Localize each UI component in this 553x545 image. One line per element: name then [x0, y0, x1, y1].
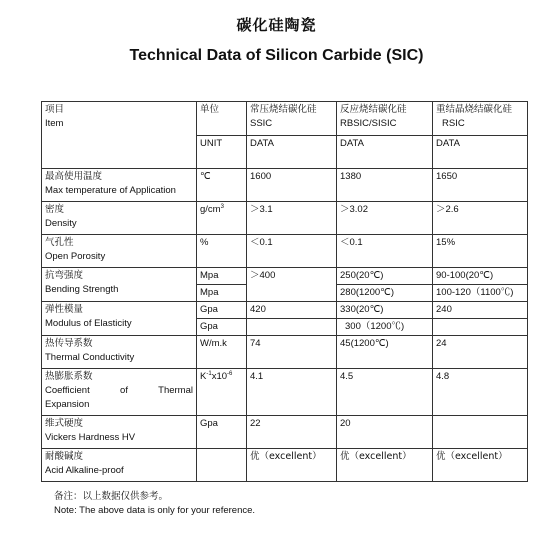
- row-label-cell: [42, 202, 197, 235]
- row-value-rbsic-2: 280(1200℃): [337, 285, 433, 302]
- row-label-en: Open Porosity: [45, 251, 106, 262]
- header-col2-sub: DATA: [337, 135, 433, 169]
- row-label-cell: [42, 369, 197, 416]
- row-label-en: Max temperature of Application: [45, 185, 176, 196]
- row-label-en: Acid Alkaline-proof: [45, 465, 124, 476]
- footnote-cn: 备注：以上数据仅供参考。: [54, 491, 169, 502]
- row-unit-2: Gpa: [197, 319, 247, 336]
- footnote-en: Note: The above data is only for your reference.: [54, 505, 256, 516]
- row-value-ssic: 优（excellent）: [247, 449, 337, 482]
- row-unit-2: Mpa: [197, 285, 247, 302]
- row-label-cn: 气孔性: [45, 237, 74, 248]
- row-unit: Gpa: [197, 416, 247, 449]
- row-label-cn: 耐酸碱度: [45, 451, 84, 462]
- header-item-en: Item: [45, 118, 64, 129]
- page-title-cn: 碳化硅陶瓷: [236, 16, 317, 34]
- row-value-rbsic-2: 300（1200℃): [337, 319, 433, 336]
- row-value-rsic: [433, 416, 528, 449]
- row-value-rbsic: 45(1200℃): [337, 336, 433, 369]
- table-row: [42, 416, 528, 449]
- row-label-cn: 抗弯强度: [45, 270, 84, 281]
- row-value-rbsic: 250(20℃): [337, 268, 433, 285]
- row-label-en: Thermal Conductivity: [45, 352, 135, 363]
- row-value-rsic: 24: [433, 336, 528, 369]
- header-col2-cn: 反应烧结碳化硅: [340, 104, 407, 115]
- table-header-row: [42, 102, 528, 136]
- page-title-en: Technical Data of Silicon Carbide (SIC): [129, 47, 424, 64]
- row-label-en: Vickers Hardness HV: [45, 432, 136, 443]
- row-value-rbsic: ＞3.02: [337, 202, 433, 235]
- header-item-cn: 项目: [45, 104, 65, 115]
- row-unit: Gpa: [197, 302, 247, 319]
- header-col1-cn: 常压烧结碳化硅: [250, 104, 317, 115]
- row-value-rbsic: 1380: [337, 169, 433, 202]
- row-value-ssic-2: [247, 319, 337, 336]
- row-value-ssic: 1600: [247, 169, 337, 202]
- row-unit: W/m.k: [197, 336, 247, 369]
- row-label-cn: 弹性模量: [45, 304, 84, 315]
- table-row: [42, 302, 528, 319]
- header-col1-sub: DATA: [247, 135, 337, 169]
- row-label-cell: [42, 336, 197, 369]
- row-label-cell: [42, 169, 197, 202]
- row-label-en: Modulus of Elasticity: [45, 318, 132, 329]
- row-value-rsic: 240: [433, 302, 528, 319]
- header-unit-en: UNIT: [197, 135, 247, 169]
- row-value-rsic: 1650: [433, 169, 528, 202]
- header-col1-en: SSIC: [250, 118, 273, 129]
- technical-data-table: [41, 101, 528, 482]
- row-label-cn: 维式硬度: [45, 418, 84, 429]
- row-label-en-line1: Coefficient of Thermal: [45, 385, 193, 396]
- row-label-cell: [42, 449, 197, 482]
- row-value-ssic: 4.1: [247, 369, 337, 416]
- row-label-cn: 热传导系数: [45, 338, 93, 349]
- row-label-en: Density: [45, 218, 77, 229]
- header-col3-en: RSIC: [442, 118, 465, 129]
- row-unit-tail-exponent: -6: [227, 370, 233, 377]
- row-label-cn: 热膨胀系数: [45, 371, 93, 382]
- row-value-ssic: 22: [247, 416, 337, 449]
- row-value-rsic-2: 100-120（1100℃): [433, 285, 528, 302]
- header-unit-cell: [197, 102, 247, 136]
- header-col2-en: RBSIC/SISIC: [340, 118, 397, 129]
- row-value-rsic: 90-100(20℃): [433, 268, 528, 285]
- row-value-ssic: ＞3.1: [247, 202, 337, 235]
- row-label-cell: [42, 302, 197, 336]
- row-unit: ℃: [197, 169, 247, 202]
- row-label-en: Bending Strength: [45, 284, 119, 295]
- row-unit: %: [197, 235, 247, 268]
- row-unit-exponent: 3: [220, 203, 224, 210]
- row-value-rsic: ＞2.6: [433, 202, 528, 235]
- row-unit-tail: x10: [211, 371, 228, 382]
- row-unit: [197, 202, 247, 235]
- row-value-rsic: 优（excellent）: [433, 449, 528, 482]
- row-value-ssic: ＜0.1: [247, 235, 337, 268]
- row-value-rbsic: 4.5: [337, 369, 433, 416]
- row-label-cell: [42, 416, 197, 449]
- row-unit: Mpa: [197, 268, 247, 285]
- row-value-ssic: ＞400: [247, 268, 337, 302]
- row-value-rbsic: 330(20℃): [337, 302, 433, 319]
- row-value-rbsic: ＜0.1: [337, 235, 433, 268]
- row-label-cell: [42, 268, 197, 302]
- row-label-cell: [42, 235, 197, 268]
- table-row: [42, 202, 528, 235]
- row-unit: [197, 369, 247, 416]
- row-value-rsic-2: [433, 319, 528, 336]
- row-label-en-line2: Expansion: [45, 399, 90, 410]
- row-label-cn: 最高使用温度: [45, 171, 103, 182]
- header-col3-cell: [433, 102, 528, 136]
- header-item-cell: [42, 102, 197, 169]
- header-col2-cell: [337, 102, 433, 136]
- row-value-rbsic: 20: [337, 416, 433, 449]
- row-unit-base: g/cm: [200, 204, 221, 215]
- table-row: [42, 449, 528, 482]
- header-col3-sub: DATA: [433, 135, 528, 169]
- row-value-ssic: 420: [247, 302, 337, 319]
- table-row: [42, 169, 528, 202]
- table-row: [42, 235, 528, 268]
- table-row: [42, 268, 528, 285]
- row-value-rbsic: 优（excellent）: [337, 449, 433, 482]
- row-value-rsic: 15%: [433, 235, 528, 268]
- row-label-cn: 密度: [45, 204, 65, 215]
- header-col1-cell: [247, 102, 337, 136]
- table-row: [42, 336, 528, 369]
- row-value-rsic: 4.8: [433, 369, 528, 416]
- row-unit: [197, 449, 247, 482]
- row-value-ssic: 74: [247, 336, 337, 369]
- row-unit-base: K: [200, 371, 207, 382]
- header-unit-cn: 单位: [200, 104, 220, 115]
- row-unit-exponent: -1: [206, 370, 212, 377]
- table-row: [42, 369, 528, 416]
- header-col3-cn: 重结晶烧结碳化硅: [436, 104, 513, 115]
